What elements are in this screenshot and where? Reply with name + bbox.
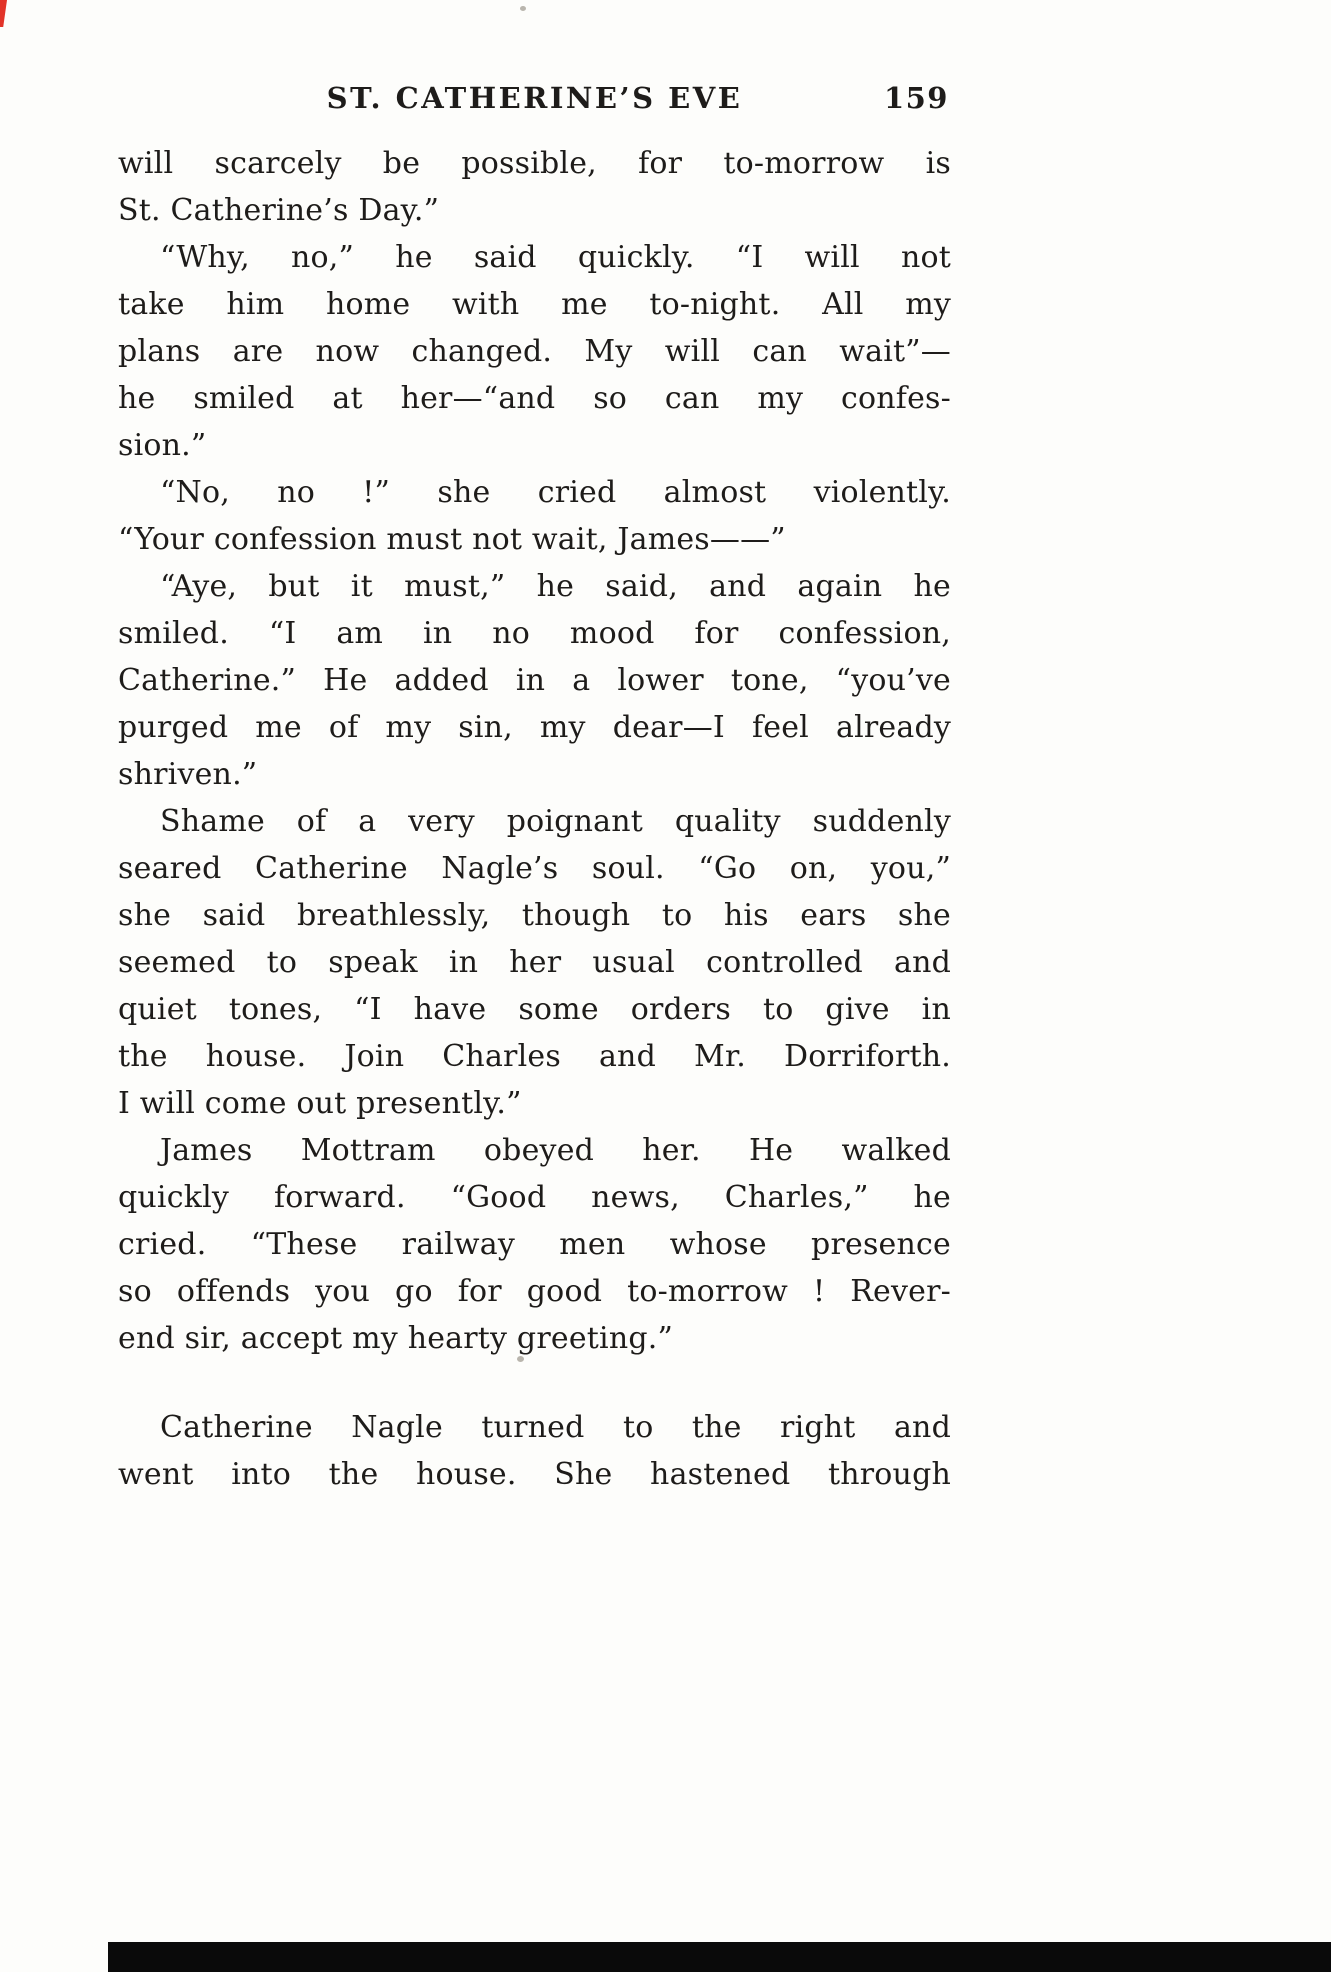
- text-line: Shame of a very poignant quality suddenly: [160, 804, 951, 839]
- paragraph: [118, 469, 951, 563]
- text-line: shriven.”: [118, 757, 258, 792]
- paragraph: [118, 798, 951, 1127]
- text-line: so offends you go for good to-morrow ! Rever-: [118, 1274, 951, 1309]
- text-line: sion.”: [118, 428, 207, 463]
- scan-edge-bar: [108, 1942, 1331, 1972]
- text-line: “Why, no,” he said quickly. “I will not: [160, 240, 951, 275]
- text-line: seared Catherine Nagle’s soul. “Go on, you,”: [118, 851, 951, 886]
- text-line: the house. Join Charles and Mr. Dorriforth.: [118, 1039, 951, 1074]
- paragraph: [118, 140, 951, 234]
- text-line: James Mottram obeyed her. He walked: [160, 1133, 951, 1168]
- text-line: seemed to speak in her usual controlled and: [118, 945, 951, 980]
- text-line: I will come out presently.”: [118, 1086, 522, 1121]
- paragraph: [118, 1404, 951, 1498]
- scan-speck: [520, 6, 526, 11]
- text-line: he smiled at her—“and so can my confes-: [118, 381, 951, 416]
- text-column: [118, 80, 951, 1498]
- text-line: “No, no !” she cried almost violently.: [160, 475, 951, 510]
- text-line: “Aye, but it must,” he said, and again he: [160, 569, 951, 604]
- red-corner-mark: [0, 0, 7, 27]
- page-number: 159: [883, 81, 949, 115]
- scan-speck: [517, 1356, 524, 1362]
- text-line: quiet tones, “I have some orders to give in: [118, 992, 951, 1027]
- running-header: [118, 80, 951, 116]
- text-line: end sir, accept my hearty greeting.”: [118, 1321, 674, 1356]
- text-line: smiled. “I am in no mood for confession,: [118, 616, 951, 651]
- text-line: cried. “These railway men whose presence: [118, 1227, 951, 1262]
- page-body: [118, 140, 951, 1498]
- text-line: went into the house. She hastened through: [118, 1457, 951, 1492]
- paragraph: [118, 1127, 951, 1362]
- text-line: take him home with me to-night. All my: [118, 287, 951, 322]
- text-line: St. Catherine’s Day.”: [118, 193, 440, 228]
- text-line: Catherine.” He added in a lower tone, “you’ve: [118, 663, 951, 698]
- text-line: will scarcely be possible, for to-morrow is: [118, 146, 951, 181]
- paragraph: [118, 563, 951, 798]
- text-line: purged me of my sin, my dear—I feel already: [118, 710, 951, 745]
- page-title: ST. CATHERINE’S EVE: [326, 81, 743, 115]
- text-line: she said breathlessly, though to his ears she: [118, 898, 951, 933]
- text-line: plans are now changed. My will can wait”—: [118, 334, 951, 369]
- text-line: quickly forward. “Good news, Charles,” he: [118, 1180, 951, 1215]
- text-line: “Your confession must not wait, James——”: [118, 522, 786, 557]
- text-line: Catherine Nagle turned to the right and: [160, 1410, 951, 1445]
- paragraph: [118, 234, 951, 469]
